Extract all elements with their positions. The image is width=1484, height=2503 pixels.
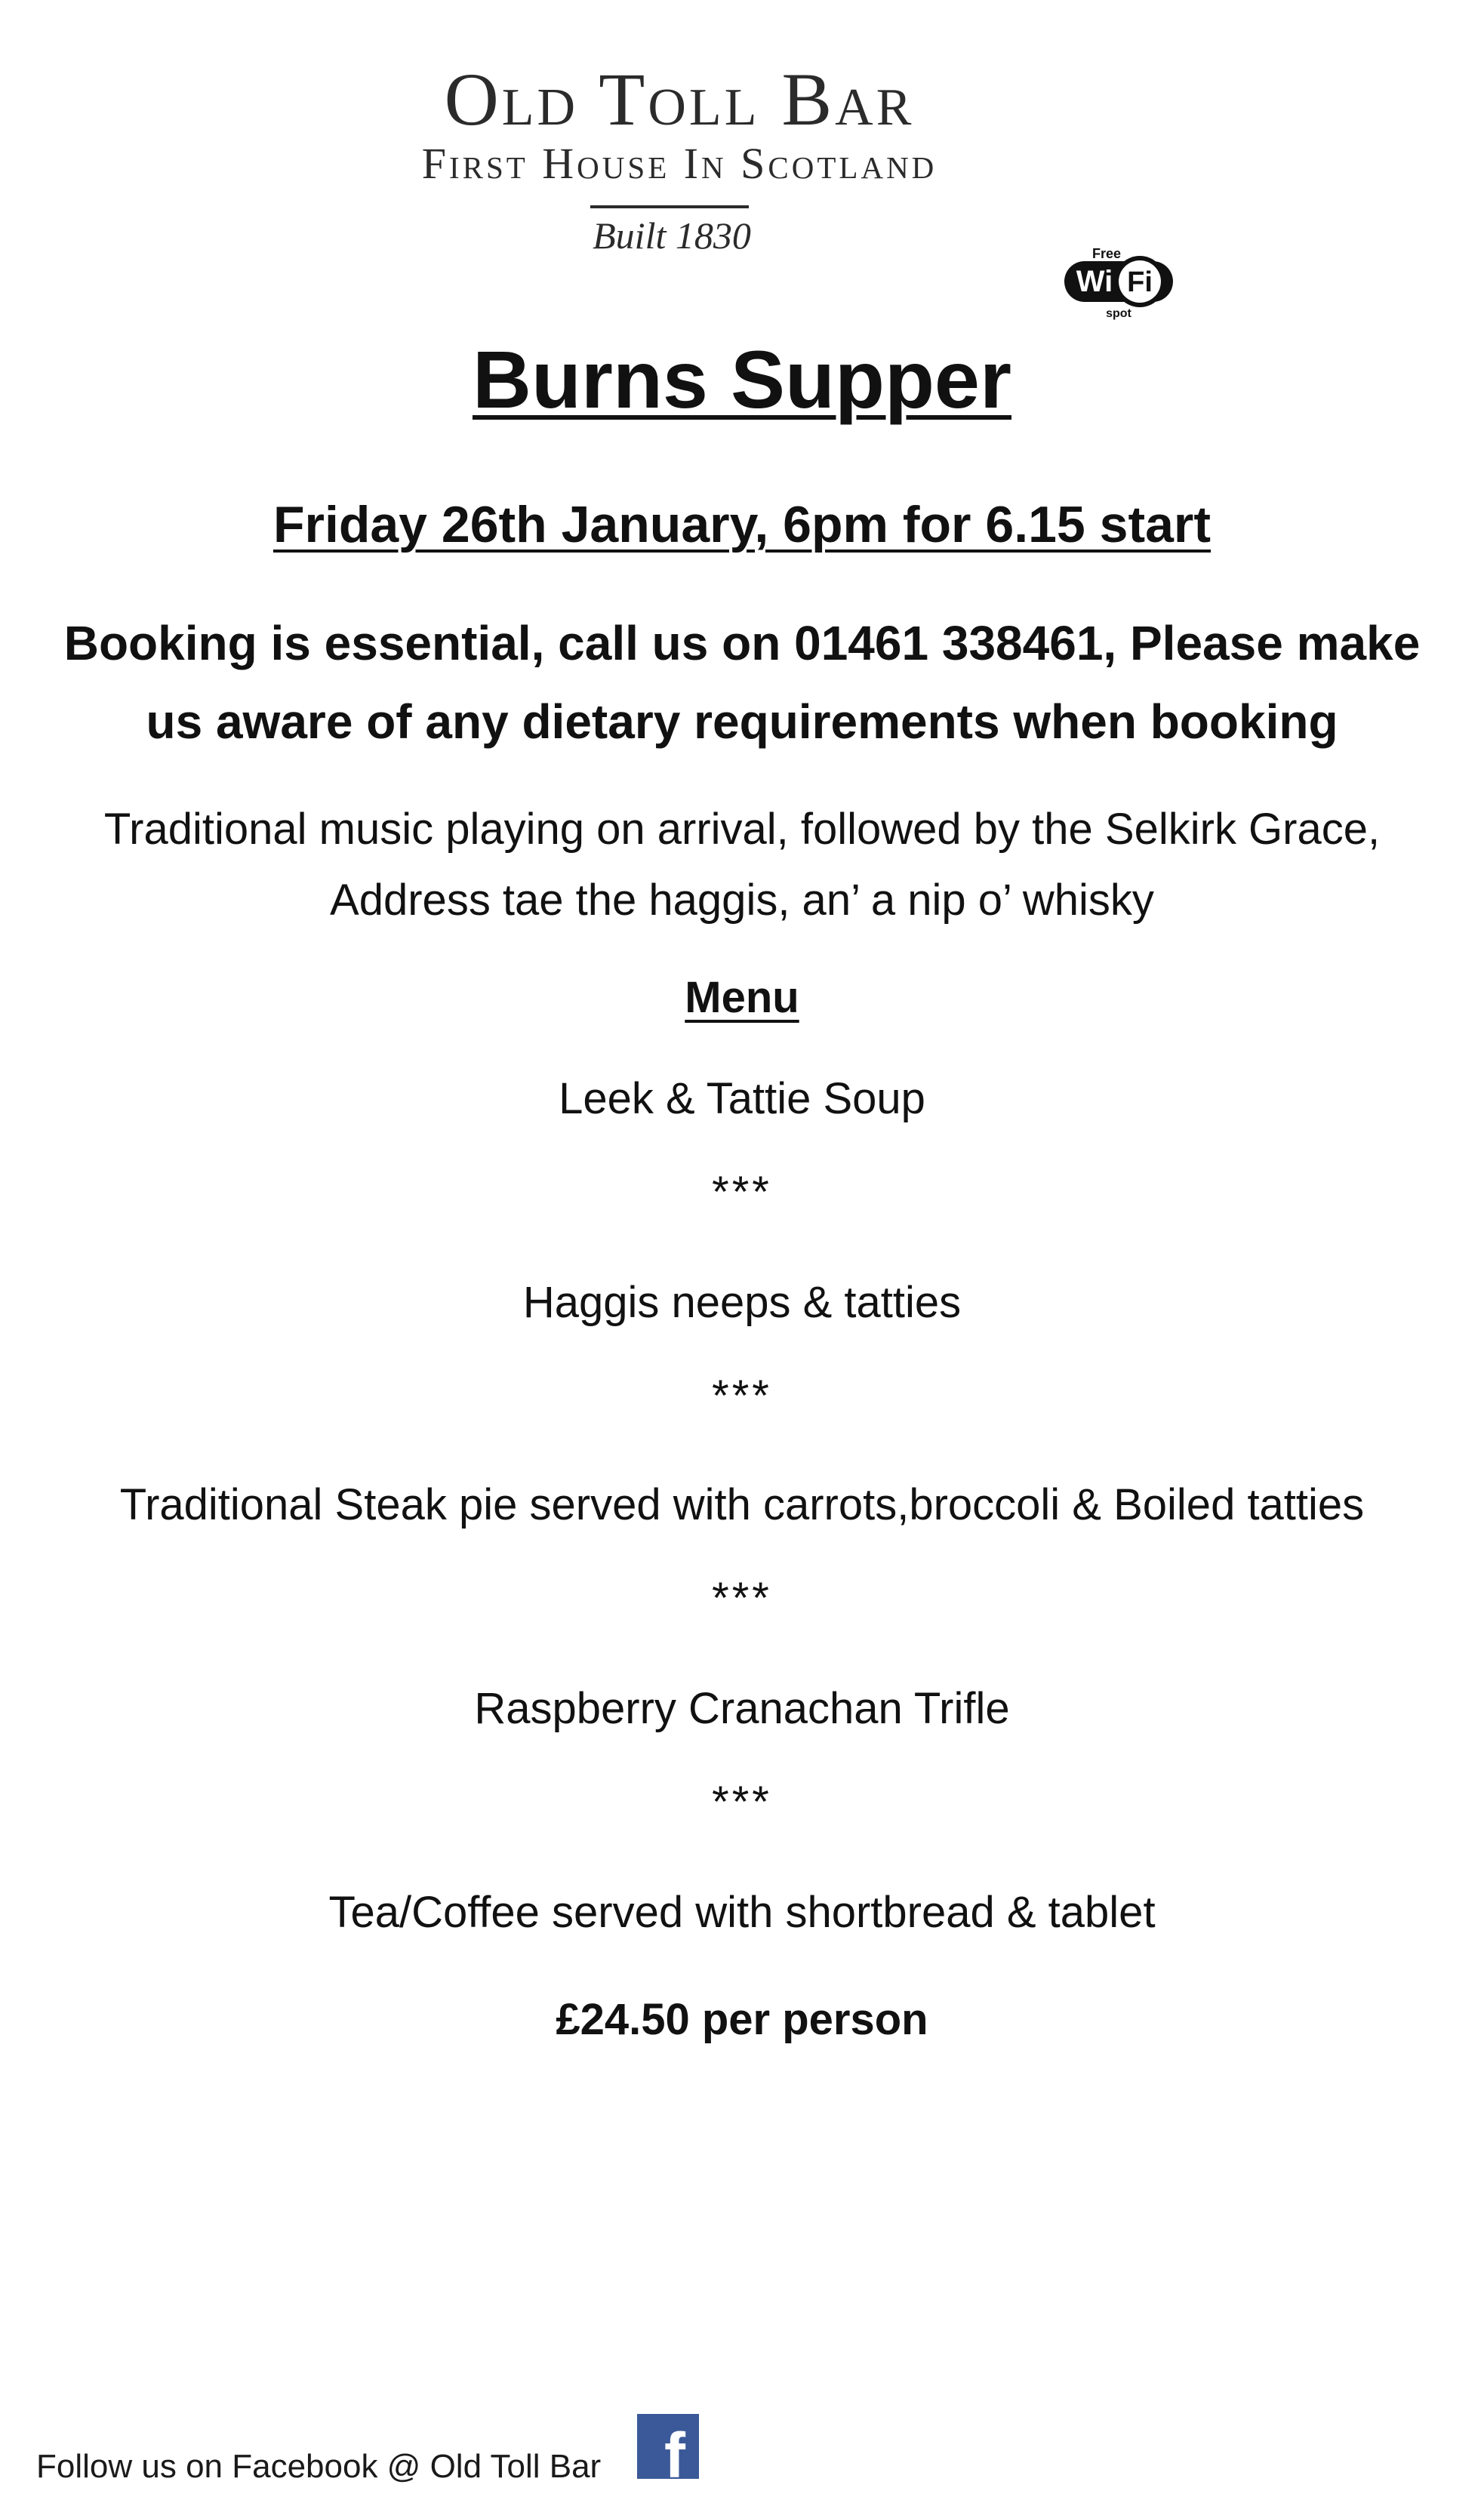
logo-tagline: First House In Scotland: [421, 139, 938, 188]
intro-line-1: Traditional music playing on arrival, followed by the Selkirk Grace,: [103, 805, 1381, 854]
menu-heading-text: Menu: [685, 973, 799, 1022]
menu-price: £24.50 per person: [556, 1995, 928, 2044]
menu-separator: ***: [712, 1574, 772, 1623]
menu-separator: ***: [712, 1372, 772, 1421]
wifi-wi-label: Wi: [1076, 265, 1113, 298]
event-date: [0, 491, 1484, 559]
wifi-fi-label: Fi: [1127, 266, 1153, 298]
menu-item-dessert: Raspberry Cranachan Trifle: [474, 1684, 1010, 1733]
event-intro: [30, 794, 1454, 936]
event-title-text: Burns Supper: [472, 334, 1012, 425]
logo-built-year: Built 1830: [593, 214, 751, 257]
booking-info: [30, 604, 1454, 761]
facebook-follow-text: Follow us on Facebook @ Old Toll Bar: [36, 2448, 602, 2485]
logo-name: Old Toll Bar: [444, 57, 915, 141]
menu-separator: ***: [712, 1778, 772, 1827]
wifi-icon: [1061, 243, 1176, 320]
menu-separator: ***: [712, 1168, 772, 1217]
intro-line-2: Address tae the haggis, an’ a nip o’ whisky: [330, 876, 1154, 925]
wifi-spot-label: spot: [1106, 307, 1131, 320]
wifi-free-label: Free: [1091, 246, 1122, 261]
facebook-icon-letter: f: [664, 2420, 685, 2479]
menu-item-haggis: Haggis neeps & tatties: [522, 1278, 962, 1327]
menu-heading: [0, 968, 1484, 1028]
event-title: [0, 331, 1484, 429]
booking-line-1: Booking is essential, call us on 01461 338461, Please make: [63, 616, 1421, 670]
event-date-text: Friday 26th January, 6pm for 6.15 start: [272, 496, 1212, 553]
menu-item-main: Traditional Steak pie served with carrots,broccoli & Boiled tatties: [119, 1480, 1365, 1529]
menu-item-starter: Leek & Tattie Soup: [559, 1074, 925, 1123]
facebook-icon[interactable]: [637, 2414, 699, 2479]
logo-divider: [590, 205, 749, 208]
booking-line-2: us aware of any dietary requirements when booking: [146, 694, 1338, 749]
menu-item-tea-coffee: Tea/Coffee served with shortbread & tablet: [328, 1888, 1156, 1937]
